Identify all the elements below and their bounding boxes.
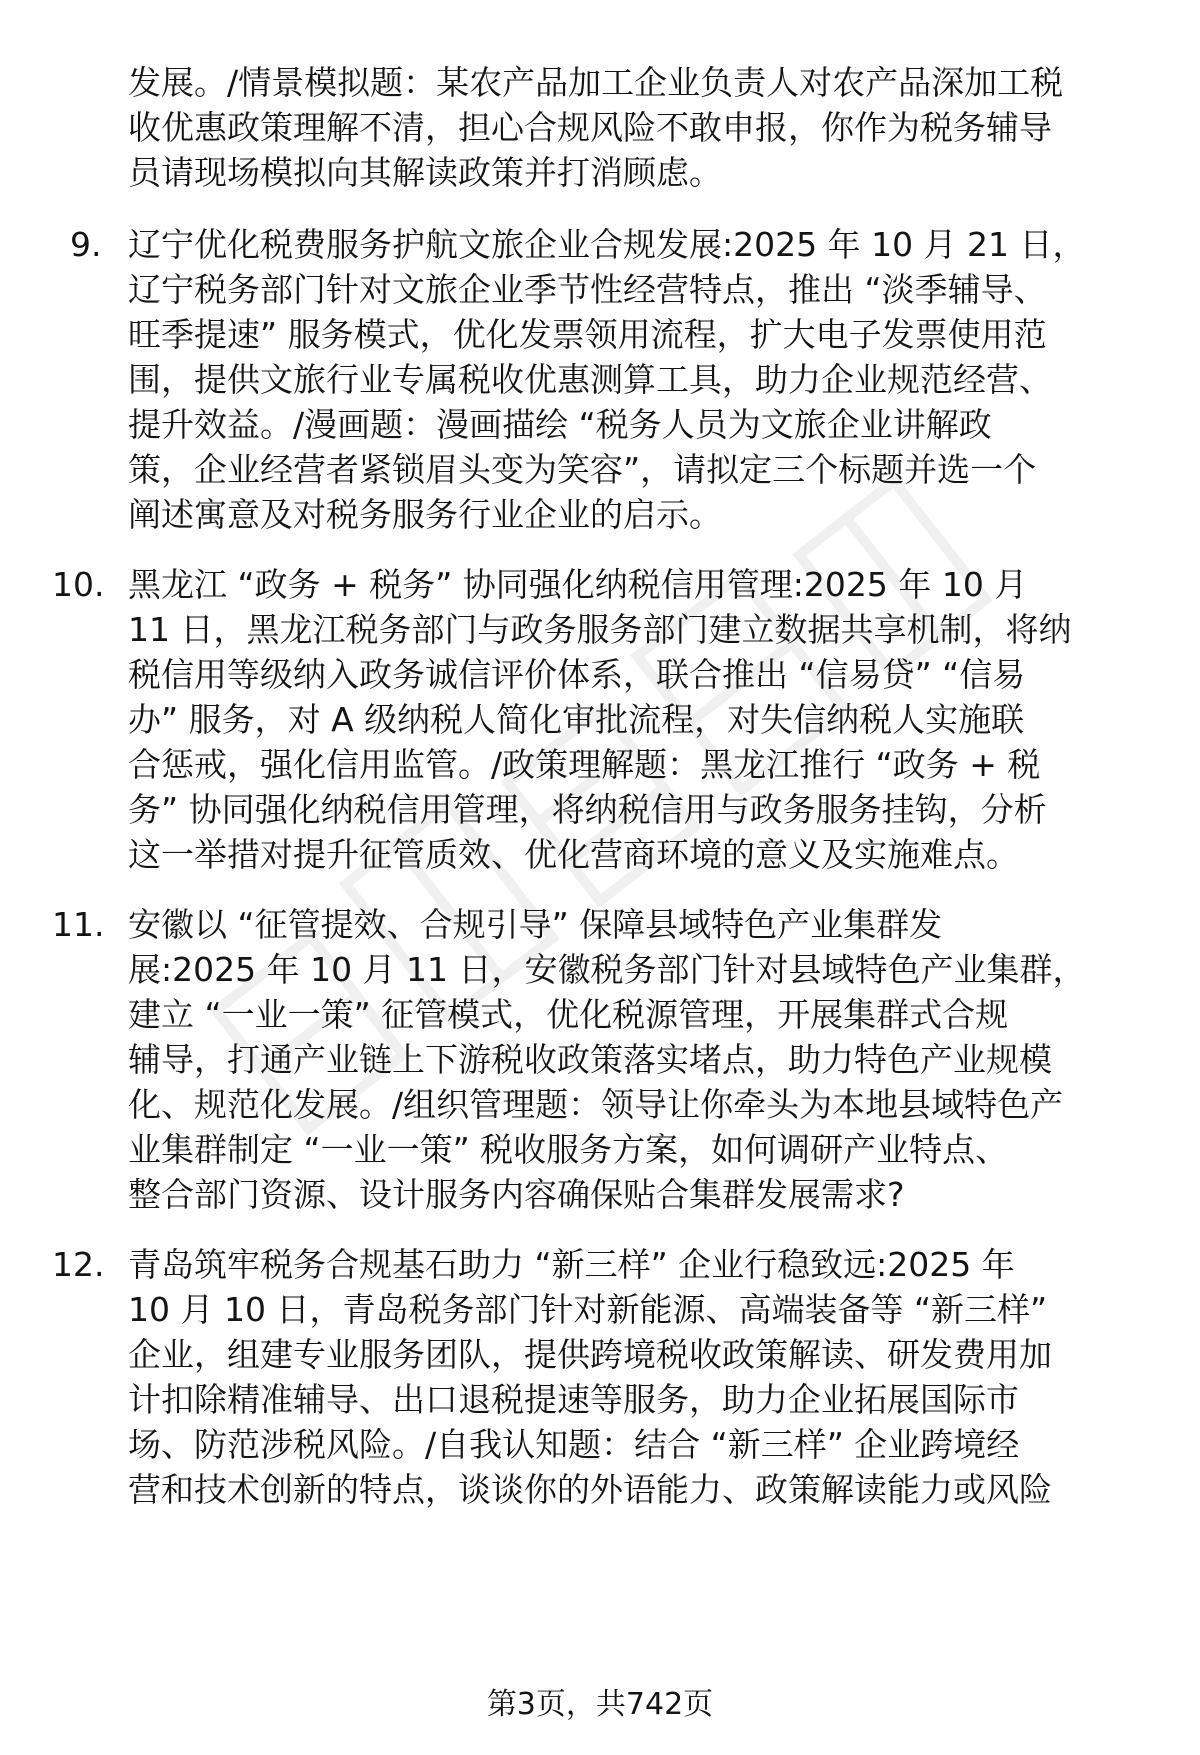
item-line: 计扣除精准辅导、出口退税提速等服务，助力企业拓展国际市 xyxy=(128,1380,1019,1419)
item-line: 这一举措对提升征管质效、优化营商环境的意义及实施难点。 xyxy=(128,835,1019,874)
item-number: 11. xyxy=(52,905,105,944)
item-number: 9. xyxy=(70,225,102,264)
item-line: 提升效益。/漫画题：漫画描绘 “税务人员为文旅企业讲解政 xyxy=(128,405,992,444)
item-line: 辽宁税务部门针对文旅企业季节性经营特点，推出 “淡季辅导、 xyxy=(128,270,1047,309)
item-line: 阐述寓意及对税务服务行业企业的启示。 xyxy=(128,495,722,534)
item-line: 青岛筑牢税务合规基石助力 “新三样” 企业行稳致远:2025 年 xyxy=(128,1245,1015,1284)
item-line: 办” 服务，对 A 级纳税人简化审批流程，对失信纳税人实施联 xyxy=(128,700,1025,739)
intro-line: 发展。/情景模拟题：某农产品加工企业负责人对农产品深加工税 xyxy=(128,63,1064,102)
item-line: 黑龙江 “政务 + 税务” 协同强化纳税信用管理:2025 年 10 月 xyxy=(128,565,1028,604)
item-line: 税信用等级纳入政务诚信评价体系，联合推出 “信易贷” “信易 xyxy=(128,655,1026,694)
item-line: 辽宁优化税费服务护航文旅企业合规发展:2025 年 10 月 21 日， xyxy=(128,225,1086,264)
item-line: 务” 协同强化纳税信用管理，将纳税信用与政务服务挂钩，分析 xyxy=(128,790,1047,829)
item-line: 辅导，打通产业链上下游税收政策落实堵点，助力特色产业规模 xyxy=(128,1040,1052,1079)
item-line: 场、防范涉税风险。/自我认知题：结合 “新三样” 企业跨境经 xyxy=(128,1425,1020,1464)
intro-line: 收优惠政策理解不清，担心合规风险不敢申报，你作为税务辅导 xyxy=(128,108,1052,147)
item-line: 策，企业经营者紧锁眉头变为笑容”，请拟定三个标题并选一个 xyxy=(128,450,1037,489)
item-line: 旺季提速” 服务模式，优化发票领用流程，扩大电子发票使用范 xyxy=(128,315,1047,354)
item-line: 安徽以 “征管提效、合规引导” 保障县域特色产业集群发 xyxy=(128,905,943,944)
item-line: 业集群制定 “一业一策” 税收服务方案，如何调研产业特点、 xyxy=(128,1130,1009,1169)
item-line: 化、规范化发展。/组织管理题：领导让你牵头为本地县域特色产 xyxy=(128,1085,1064,1124)
item-line: 营和技术创新的特点，谈谈你的外语能力、政策解读能力或风险 xyxy=(128,1470,1052,1509)
item-line: 建立 “一业一策” 征管模式，优化税源管理，开展集群式合规 xyxy=(128,995,1009,1034)
item-number: 10. xyxy=(52,565,105,604)
item-line: 企业，组建专业服务团队，提供跨境税收政策解读、研发费用加 xyxy=(128,1335,1052,1374)
item-number: 12. xyxy=(52,1245,105,1284)
page-indicator: 第3页，共742页 xyxy=(486,1687,714,1722)
item-line: 11 日，黑龙江税务部门与政务服务部门建立数据共享机制，将纳 xyxy=(128,610,1072,649)
item-line: 10 月 10 日，青岛税务部门针对新能源、高端装备等 “新三样” xyxy=(128,1290,1048,1329)
item-line: 整合部门资源、设计服务内容确保贴合集群发展需求? xyxy=(128,1175,905,1214)
intro-line: 员请现场模拟向其解读政策并打消顾虑。 xyxy=(128,153,722,192)
item-line: 合惩戒，强化信用监管。/政策理解题：黑龙江推行 “政务 + 税 xyxy=(128,745,1041,784)
item-line: 展:2025 年 10 月 11 日，安徽税务部门针对县域特色产业集群， xyxy=(128,950,1086,989)
item-line: 围，提供文旅行业专属税收优惠测算工具，助力企业规范经营、 xyxy=(128,360,1052,399)
